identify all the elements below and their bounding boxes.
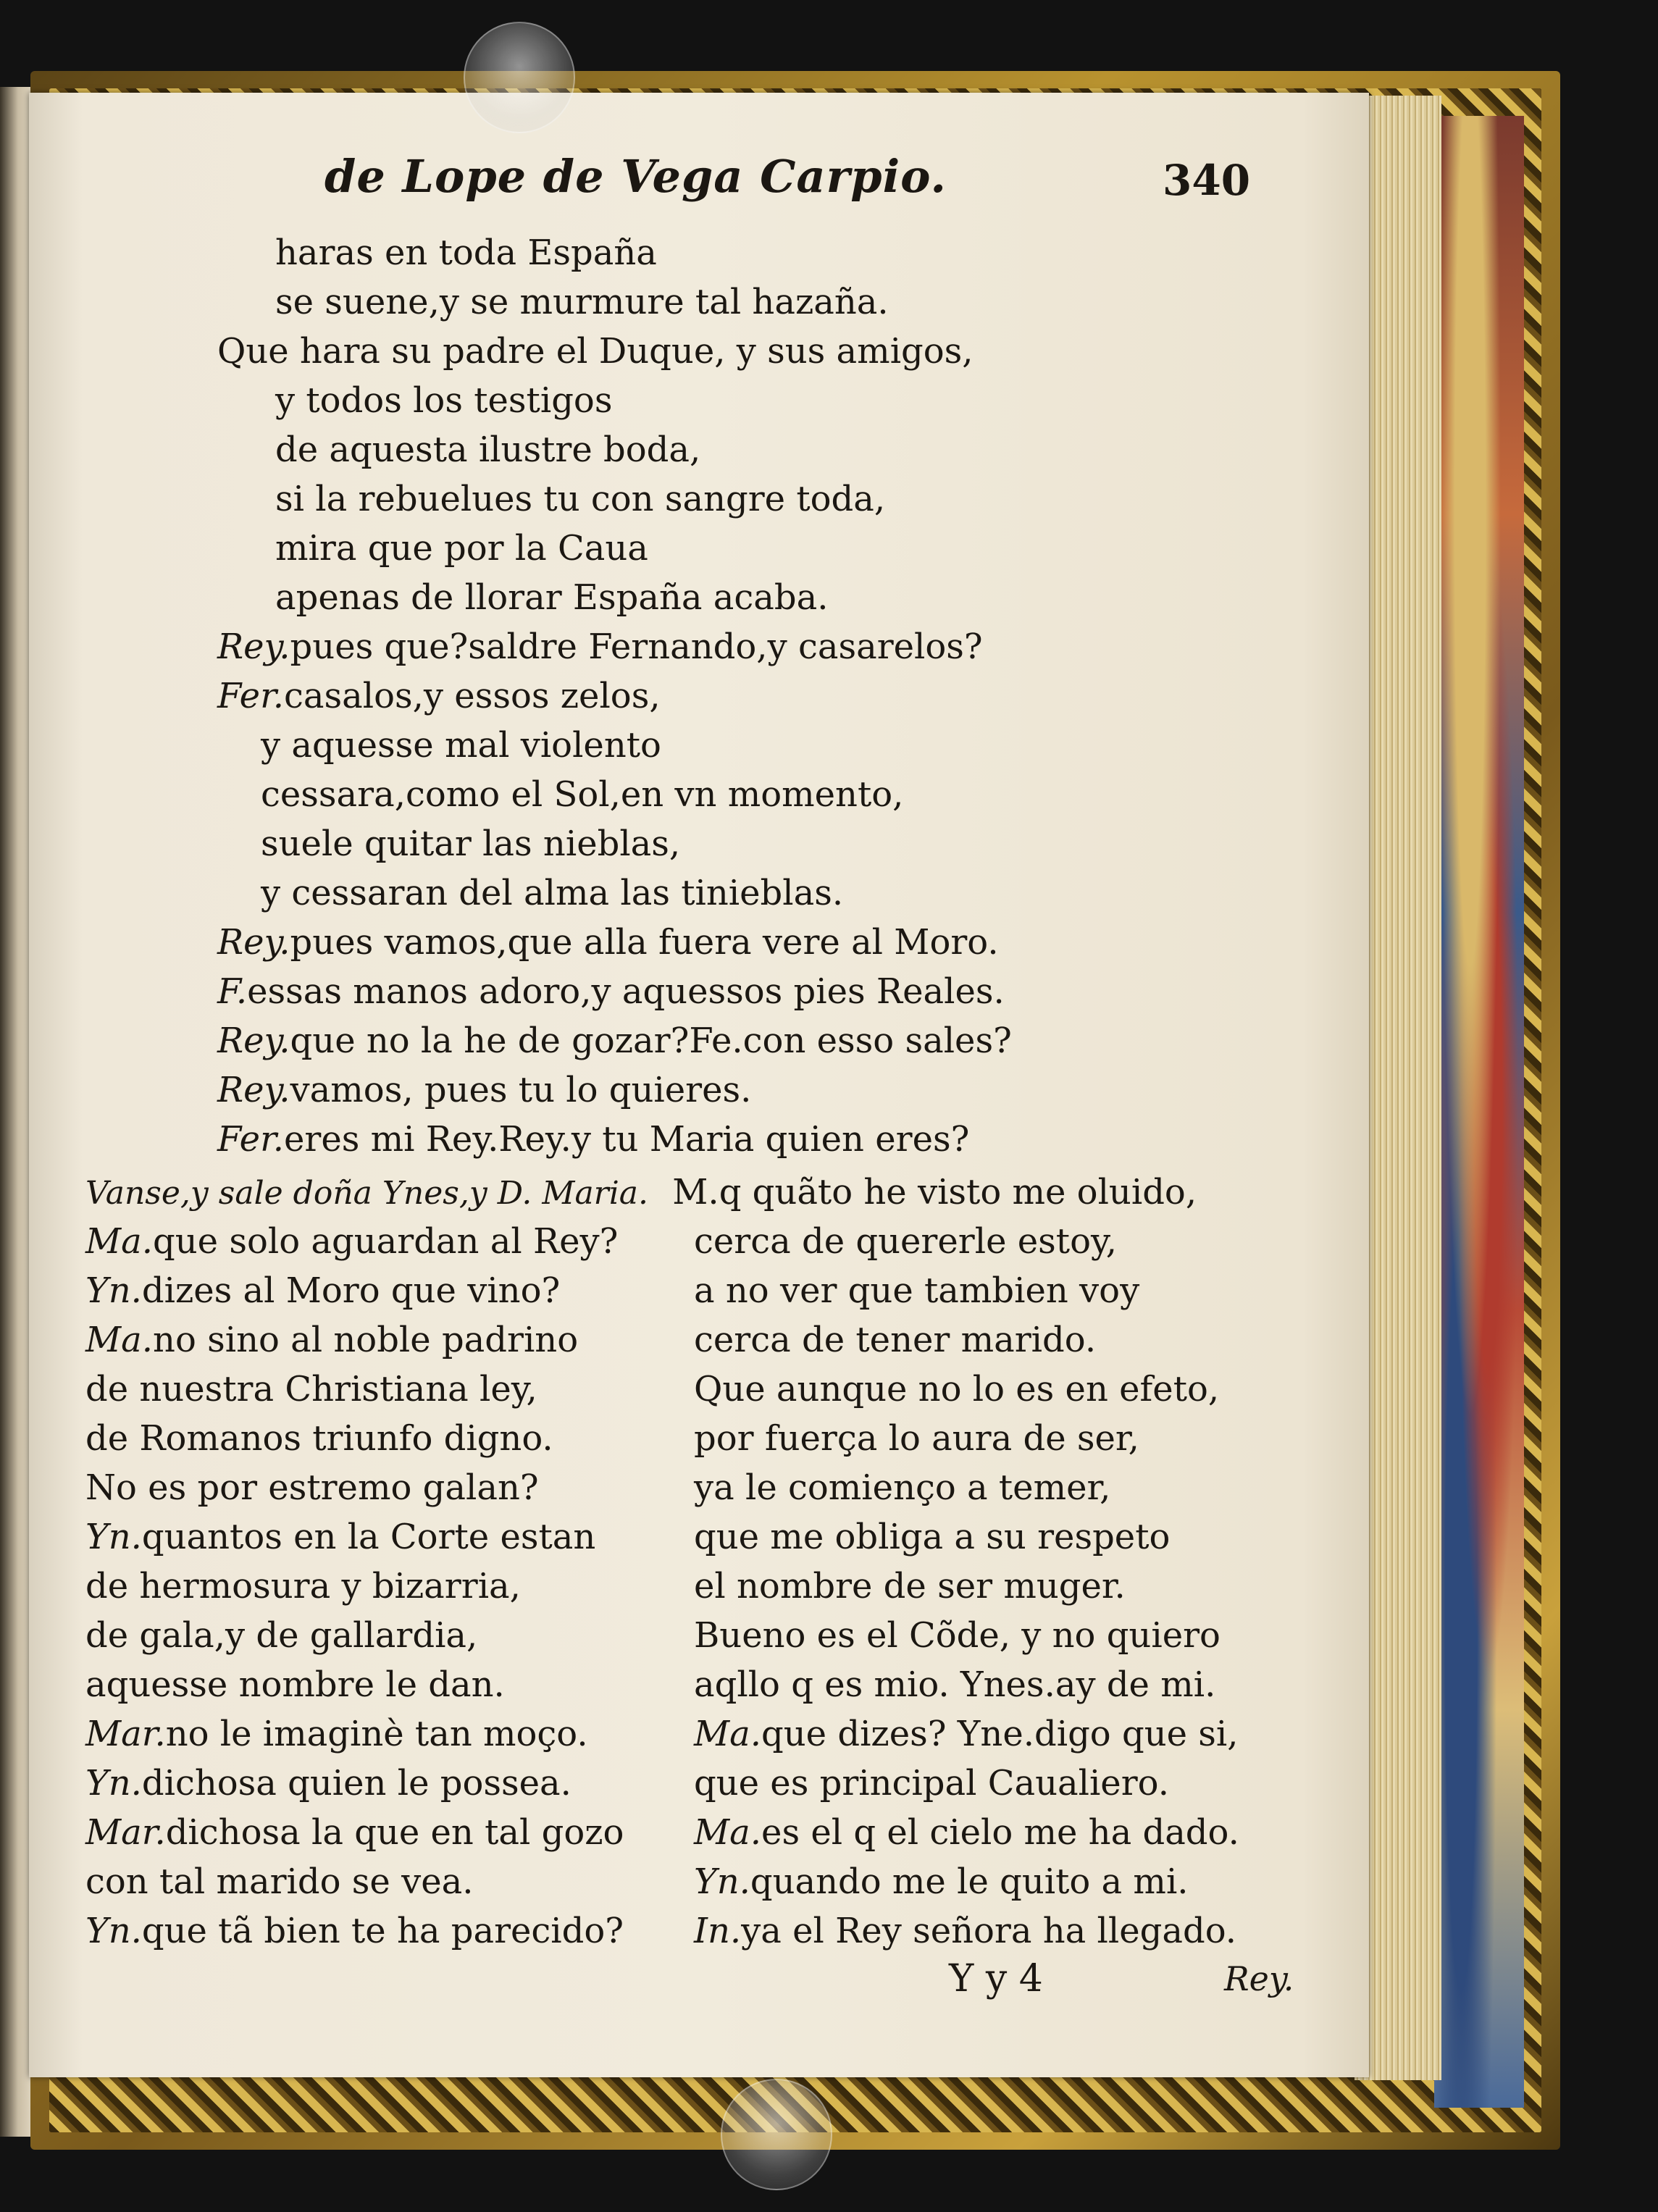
- verse-line: [85, 1463, 679, 1512]
- verse-text: que es principal Caualiero.: [694, 1763, 1169, 1803]
- verse-text: es el q el cielo me ha dado.: [761, 1812, 1239, 1853]
- verse-line: [694, 1414, 1346, 1463]
- verse-line: [217, 425, 1159, 474]
- verse-text: suele quitar las nieblas,: [261, 824, 681, 864]
- stage-direction: Vanse,y sale doña Ynes,y D. Maria.: [85, 1175, 649, 1212]
- verse-line: [85, 1217, 679, 1266]
- speaker-label: Yn.: [85, 1911, 142, 1951]
- marbled-endpaper: [1434, 116, 1524, 2108]
- verse-text: de hermosura y bizarria,: [85, 1566, 521, 1606]
- verse-line: [694, 1660, 1346, 1709]
- verse-line: [217, 671, 1159, 721]
- right-column: [694, 1217, 1346, 1956]
- verse-line: [217, 1016, 1159, 1065]
- verse-line: [217, 721, 1159, 770]
- verse-text: ya el Rey señora ha llegado.: [741, 1911, 1237, 1951]
- verse-line: [217, 1065, 1159, 1115]
- verse-line: [694, 1906, 1346, 1956]
- verse-line: [85, 1857, 679, 1906]
- verse-line: [85, 1365, 679, 1414]
- speaker-label: Ma.: [694, 1714, 762, 1754]
- glass-clip-top: [464, 22, 575, 133]
- verse-line: [694, 1217, 1346, 1266]
- verse-line: [217, 622, 1159, 671]
- speaker-label: In.: [694, 1911, 742, 1951]
- speaker-label: Rey.: [217, 627, 290, 667]
- verse-text: y aquesse mal violento: [261, 725, 661, 766]
- verse-line: [694, 1808, 1346, 1857]
- verse-line: [85, 1562, 679, 1611]
- verse-text: que tã bien te ha parecido?: [141, 1911, 624, 1951]
- verse-text: casalos,y essos zelos,: [284, 676, 661, 716]
- speaker-label: Rey.: [217, 1021, 290, 1061]
- verse-text: pues vamos,que alla fuera vere al Moro.: [290, 922, 999, 963]
- verse-text: se suene,y se murmure tal hazaña.: [275, 282, 889, 322]
- verse-text: eres mi Rey.Rey.y tu Maria quien eres?: [284, 1119, 970, 1160]
- verse-line: [217, 1115, 1159, 1164]
- speaker-label: F.: [217, 971, 248, 1012]
- verse-text: de aquesta ilustre boda,: [275, 430, 701, 470]
- verse-line: [217, 327, 1159, 376]
- verse-line: [217, 524, 1159, 573]
- verse-text: Bueno es el Cõde, y no quiero: [694, 1615, 1221, 1656]
- verse-text: no sino al noble padrino: [153, 1320, 579, 1360]
- verse-text: de Romanos triunfo digno.: [85, 1418, 553, 1459]
- verse-text: el nombre de ser muger.: [694, 1566, 1126, 1606]
- verse-line: [85, 1660, 679, 1709]
- verse-text: mira que por la Caua: [275, 528, 648, 569]
- verse-line: [694, 1315, 1346, 1365]
- verse-text: aqllo q es mio. Ynes.ay de mi.: [694, 1664, 1216, 1705]
- verse-line: [217, 868, 1159, 918]
- verse-text: dichosa quien le possea.: [141, 1763, 571, 1803]
- verse-text: de gala,y de gallardia,: [85, 1615, 478, 1656]
- verse-line: [85, 1808, 679, 1857]
- verse-text: dizes al Moro que vino?: [141, 1270, 561, 1311]
- verse-text: por fuerça lo aura de ser,: [694, 1418, 1139, 1459]
- verse-text: que dizes? Yne.digo que si,: [761, 1714, 1239, 1754]
- verse-text: Que aunque no lo es en efeto,: [694, 1369, 1220, 1409]
- page-number: 340: [1163, 156, 1251, 205]
- signature-mark: Y y 4: [949, 1957, 1043, 2001]
- verse-line: [694, 1562, 1346, 1611]
- verse-text: no le imaginè tan moço.: [165, 1714, 588, 1754]
- verse-line: [694, 1463, 1346, 1512]
- speaker-label: Ma.: [85, 1320, 154, 1360]
- verse-line: [694, 1611, 1346, 1660]
- verse-text: de nuestra Christiana ley,: [85, 1369, 537, 1409]
- left-column: [85, 1217, 679, 1956]
- verse-line: [85, 1266, 679, 1315]
- verse-line: [217, 474, 1159, 524]
- verse-text: dichosa la que en tal gozo: [165, 1812, 624, 1853]
- verse-text: quando me le quito a mi.: [750, 1861, 1189, 1902]
- verse-line: [217, 573, 1159, 622]
- verse-text: aquesse nombre le dan.: [85, 1664, 505, 1705]
- verse-text: y cessaran del alma las tinieblas.: [261, 873, 844, 913]
- verse-line: [217, 819, 1159, 868]
- verse-text: cerca de quererle estoy,: [694, 1221, 1117, 1262]
- verse-line: [85, 1906, 679, 1956]
- running-head: de Lope de Vega Carpio.: [325, 150, 947, 203]
- verse-line: [85, 1512, 679, 1562]
- verse-line: [217, 228, 1159, 277]
- verse-text: cerca de tener marido.: [694, 1320, 1097, 1360]
- speaker-label: Mar.: [85, 1812, 166, 1853]
- verse-text: a no ver que tambien voy: [694, 1270, 1140, 1311]
- verse-text: apenas de llorar España acaba.: [275, 577, 829, 618]
- verse-line: [217, 770, 1159, 819]
- speaker-label: Mar.: [85, 1714, 166, 1754]
- verse-line: [85, 1759, 679, 1808]
- verse-line: [217, 376, 1159, 425]
- verse-line: [694, 1512, 1346, 1562]
- verse-line: [217, 918, 1159, 967]
- stage-direction-line: [85, 1168, 1317, 1218]
- verse-block: [217, 228, 1159, 1164]
- speaker-label: Yn.: [694, 1861, 750, 1902]
- verse-text: Que hara su padre el Duque, y sus amigos,: [217, 331, 974, 372]
- verse-line: [694, 1857, 1346, 1906]
- verse-text: ya le comienço a temer,: [694, 1467, 1111, 1508]
- verse-line: [694, 1266, 1346, 1315]
- verse-text: No es por estremo galan?: [85, 1467, 539, 1508]
- verse-line: [85, 1611, 679, 1660]
- speaker-label: Yn.: [85, 1517, 142, 1557]
- verse-line: [85, 1315, 679, 1365]
- verse-line: [217, 967, 1159, 1016]
- speaker-label: Ma.: [694, 1812, 762, 1853]
- verse-line: [85, 1414, 679, 1463]
- verse-text: que me obliga a su respeto: [694, 1517, 1171, 1557]
- verse-text: haras en toda España: [275, 232, 657, 273]
- glass-clip-bottom: [721, 2079, 832, 2190]
- verse-text: cessara,como el Sol,en vn momento,: [261, 774, 904, 815]
- speaker-label: Fer.: [217, 1119, 285, 1160]
- speaker-label: Yn.: [85, 1270, 142, 1311]
- speaker-label: Ma.: [85, 1221, 154, 1262]
- verse-text: quantos en la Corte estan: [141, 1517, 596, 1557]
- verse-line: [694, 1759, 1346, 1808]
- speaker-label: Rey.: [217, 1070, 290, 1110]
- verse-text: pues que?saldre Fernando,y casarelos?: [290, 627, 983, 667]
- verse-line: [85, 1709, 679, 1759]
- speaker-label: Yn.: [85, 1763, 142, 1803]
- verse-text: que solo aguardan al Rey?: [153, 1221, 619, 1262]
- verse-text: si la rebuelues tu con sangre toda,: [275, 479, 886, 519]
- verse-line: [694, 1709, 1346, 1759]
- verse-line: [694, 1365, 1346, 1414]
- speaker-label: Rey.: [217, 922, 290, 963]
- verse-text: y todos los testigos: [275, 380, 613, 421]
- verse-text: vamos, pues tu lo quieres.: [290, 1070, 752, 1110]
- verse-text: essas manos adoro,y aquessos pies Reales.: [247, 971, 1005, 1012]
- verse-text: con tal marido se vea.: [85, 1861, 474, 1902]
- catchword: Rey.: [1224, 1959, 1294, 1998]
- verse-line: [217, 277, 1159, 327]
- verse-text: que no la he de gozar?Fe.con esso sales?: [290, 1021, 1012, 1061]
- stage-direction-continuation: M.q quãto he visto me oluido,: [672, 1172, 1197, 1212]
- speaker-label: Fer.: [217, 676, 285, 716]
